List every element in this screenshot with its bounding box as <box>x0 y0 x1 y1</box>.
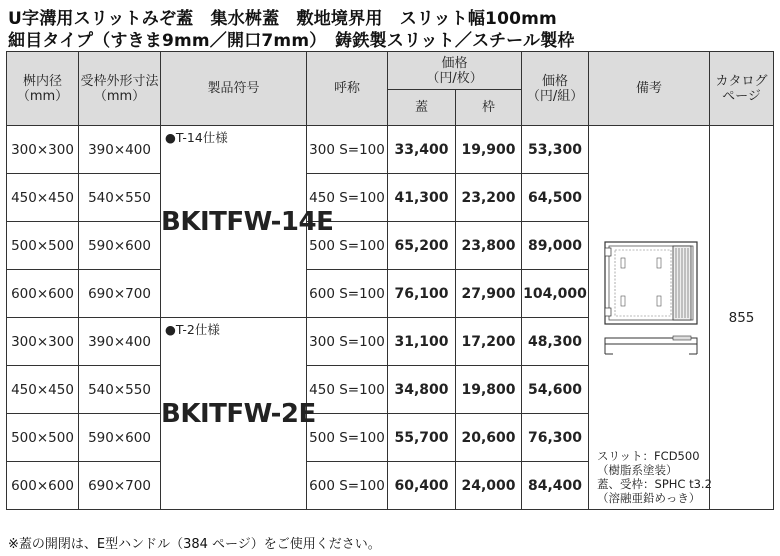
spec-label: ●T-2仕様 <box>165 322 220 337</box>
inner-dim-cell: 500×500 <box>7 414 79 462</box>
inner-dim-cell: 300×300 <box>7 318 79 366</box>
header-product-code: 製品符号 <box>161 52 307 126</box>
frame-dim-cell: 690×700 <box>79 270 161 318</box>
lid-price-cell: 41,300 <box>388 174 456 222</box>
frame-dim-cell: 540×550 <box>79 366 161 414</box>
lid-price-cell: 31,100 <box>388 318 456 366</box>
frame-price-cell: 27,900 <box>456 270 522 318</box>
header-frame-dim: 受枠外形寸法 （mm） <box>79 52 161 126</box>
nominal-cell: 600 S=100 <box>307 270 388 318</box>
lid-price-cell: 55,700 <box>388 414 456 462</box>
inner-dim-cell: 450×450 <box>7 174 79 222</box>
header-frame: 枠 <box>456 90 522 126</box>
lid-price-cell: 65,200 <box>388 222 456 270</box>
header-nominal: 呼称 <box>307 52 388 126</box>
header-inner-dim: 桝内径 （mm） <box>7 52 79 126</box>
inner-dim-cell: 600×600 <box>7 270 79 318</box>
header-price-set: 価格 （円/組） <box>522 52 589 126</box>
set-price-cell: 53,300 <box>522 126 589 174</box>
remarks-note: スリット：FCD500 （樹脂系塗装） 蓋、受枠：SPHC t3.2 （溶融亜鉛めっき） <box>597 449 712 505</box>
product-code-cell <box>161 126 334 318</box>
frame-dim-cell: 690×700 <box>79 462 161 510</box>
lid-price-cell: 60,400 <box>388 462 456 510</box>
product-code-cell <box>161 318 316 510</box>
frame-price-cell: 19,800 <box>456 366 522 414</box>
nominal-cell: 450 S=100 <box>307 366 388 414</box>
price-table <box>6 51 774 510</box>
header-catalog: カタログ ページ <box>710 52 774 126</box>
set-price-cell: 76,300 <box>522 414 589 462</box>
nominal-cell: 300 S=100 <box>307 318 388 366</box>
inner-dim-cell: 300×300 <box>7 126 79 174</box>
header-remarks: 備考 <box>589 52 710 126</box>
frame-dim-cell: 390×400 <box>79 318 161 366</box>
spec-label: ●T-14仕様 <box>165 130 228 145</box>
product-drawing <box>601 240 701 360</box>
set-price-cell: 104,000 <box>522 270 589 318</box>
frame-price-cell: 20,600 <box>456 414 522 462</box>
title-line-1: U字溝用スリットみぞ蓋 集水桝蓋 敷地境界用 スリット幅100mm <box>8 9 557 29</box>
frame-price-cell: 23,200 <box>456 174 522 222</box>
frame-price-cell: 23,800 <box>456 222 522 270</box>
inner-dim-cell: 450×450 <box>7 366 79 414</box>
footer-note: ※蓋の開閉は、E型ハンドル（384 ページ）をご使用ください。 <box>8 537 381 552</box>
product-code: BKITFW-2E <box>161 398 316 429</box>
catalog-page-cell: 855 <box>710 126 774 510</box>
set-price-cell: 64,500 <box>522 174 589 222</box>
frame-price-cell: 19,900 <box>456 126 522 174</box>
frame-dim-cell: 540×550 <box>79 174 161 222</box>
nominal-cell: 500 S=100 <box>307 414 388 462</box>
set-price-cell: 54,600 <box>522 366 589 414</box>
set-price-cell: 89,000 <box>522 222 589 270</box>
product-code: BKITFW-14E <box>161 206 334 237</box>
nominal-cell: 600 S=100 <box>307 462 388 510</box>
lid-price-cell: 34,800 <box>388 366 456 414</box>
inner-dim-cell: 600×600 <box>7 462 79 510</box>
frame-price-cell: 24,000 <box>456 462 522 510</box>
frame-dim-cell: 590×600 <box>79 222 161 270</box>
nominal-cell: 500 S=100 <box>307 222 388 270</box>
table-row <box>7 126 774 174</box>
nominal-cell: 450 S=100 <box>307 174 388 222</box>
set-price-cell: 84,400 <box>522 462 589 510</box>
frame-dim-cell: 390×400 <box>79 126 161 174</box>
set-price-cell: 48,300 <box>522 318 589 366</box>
remarks-cell <box>589 126 710 510</box>
title-line-2: 細目タイプ（すきま9mm／開口7mm） 鋳鉄製スリット／スチール製枠 <box>8 31 575 51</box>
lid-price-cell: 33,400 <box>388 126 456 174</box>
header-lid: 蓋 <box>388 90 456 126</box>
frame-dim-cell: 590×600 <box>79 414 161 462</box>
lid-price-cell: 76,100 <box>388 270 456 318</box>
nominal-cell: 300 S=100 <box>307 126 388 174</box>
header-price-each: 価格 （円/枚） <box>388 52 522 90</box>
inner-dim-cell: 500×500 <box>7 222 79 270</box>
frame-price-cell: 17,200 <box>456 318 522 366</box>
